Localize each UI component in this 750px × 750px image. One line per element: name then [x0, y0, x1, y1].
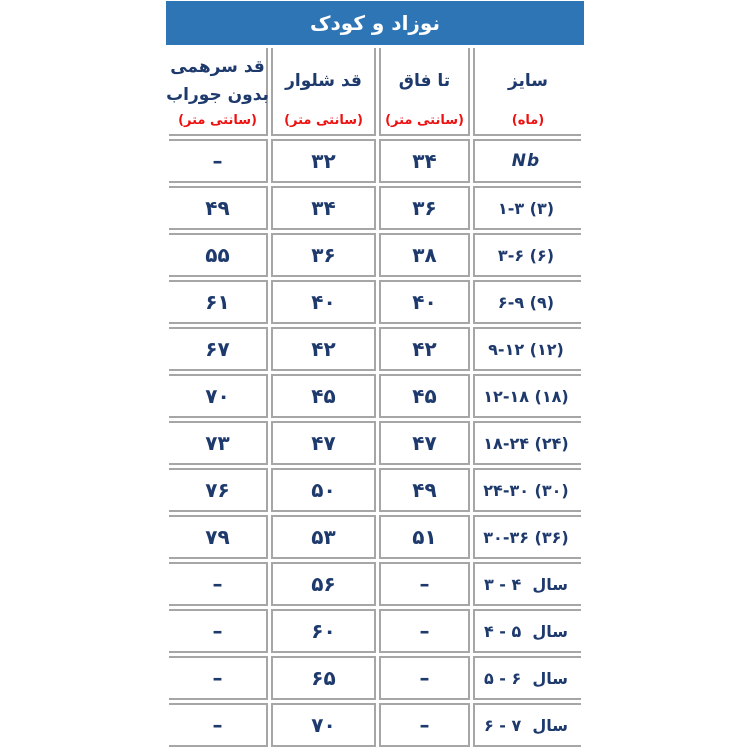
column-header-content [475, 49, 581, 133]
cell-size: ۳-۶ (۶) [473, 233, 581, 277]
cell-romper: ۶۱ [169, 280, 268, 324]
cell-size: ۳ - ۴ سال [473, 562, 581, 606]
column-unit-label: (سانتی متر) [385, 113, 464, 128]
table-row [169, 327, 581, 371]
column-header-content [166, 49, 269, 133]
cell-rise: ۳۸ [379, 233, 470, 277]
table-row [169, 609, 581, 653]
cell-rise: ۵۱ [379, 515, 470, 559]
cell-romper: ۷۶ [169, 468, 268, 512]
table-row [169, 656, 581, 700]
table-row [169, 139, 581, 183]
cell-rise: ۴۹ [379, 468, 470, 512]
cell-size: ۴ - ۵ سال [473, 609, 581, 653]
cell-rise: ۴۰ [379, 280, 470, 324]
cell-size: ۱۲-۱۸ (۱۸) [473, 374, 581, 418]
column-header-romper [166, 48, 269, 136]
column-header-content [381, 49, 468, 133]
cell-pants: ۵۰ [271, 468, 376, 512]
table-row [169, 233, 581, 277]
column-title: قد شلوار [285, 70, 362, 91]
header-row [169, 48, 581, 136]
cell-romper: ۴۹ [169, 186, 268, 230]
cell-rise: ۳۴ [379, 139, 470, 183]
table-row [169, 703, 581, 747]
column-title: سایز [507, 70, 549, 91]
cell-rise: ۴۵ [379, 374, 470, 418]
column-unit-label: (ماه) [511, 113, 545, 128]
cell-size: Nb [473, 139, 581, 183]
cell-pants: ۶۵ [271, 656, 376, 700]
cell-pants: ۵۶ [271, 562, 376, 606]
column-title-group [285, 49, 362, 113]
cell-romper: – [169, 139, 268, 183]
cell-romper: ۷۳ [169, 421, 268, 465]
table-title-banner: نوزاد و کودک [166, 1, 584, 45]
column-title-group [166, 49, 269, 113]
cell-size: ۱-۳ (۳) [473, 186, 581, 230]
cell-pants: ۷۰ [271, 703, 376, 747]
cell-pants: ۳۶ [271, 233, 376, 277]
column-header-content [273, 49, 374, 133]
cell-romper: – [169, 656, 268, 700]
cell-romper: ۵۵ [169, 233, 268, 277]
cell-size: ۱۸-۲۴ (۲۴) [473, 421, 581, 465]
cell-size: ۳۰-۳۶ (۳۶) [473, 515, 581, 559]
cell-romper: ۶۷ [169, 327, 268, 371]
cell-rise: – [379, 562, 470, 606]
cell-rise: – [379, 656, 470, 700]
cell-pants: ۳۴ [271, 186, 376, 230]
size-chart-table [166, 45, 584, 750]
table-row [169, 468, 581, 512]
column-title-group [399, 49, 450, 113]
cell-size: ۶-۹ (۹) [473, 280, 581, 324]
table-row [169, 374, 581, 418]
cell-pants: ۴۰ [271, 280, 376, 324]
cell-pants: ۵۳ [271, 515, 376, 559]
cell-size: ۵ - ۶ سال [473, 656, 581, 700]
table-row [169, 280, 581, 324]
cell-rise: – [379, 703, 470, 747]
cell-pants: ۴۲ [271, 327, 376, 371]
table-row [169, 421, 581, 465]
cell-size: ۶ - ۷ سال [473, 703, 581, 747]
column-header-size [473, 48, 581, 136]
cell-rise: ۴۲ [379, 327, 470, 371]
cell-romper: ۷۹ [169, 515, 268, 559]
cell-pants: ۴۵ [271, 374, 376, 418]
cell-romper: – [169, 562, 268, 606]
cell-pants: ۴۷ [271, 421, 376, 465]
cell-rise: ۴۷ [379, 421, 470, 465]
column-header-rise [379, 48, 470, 136]
table-row [169, 562, 581, 606]
column-header-pants [271, 48, 376, 136]
cell-romper: – [169, 609, 268, 653]
cell-rise: ۳۶ [379, 186, 470, 230]
cell-romper: – [169, 703, 268, 747]
cell-pants: ۳۲ [271, 139, 376, 183]
cell-size: ۹-۱۲ (۱۲) [473, 327, 581, 371]
column-title: قد سرهمی [170, 56, 265, 77]
cell-romper: ۷۰ [169, 374, 268, 418]
table-row [169, 515, 581, 559]
cell-pants: ۶۰ [271, 609, 376, 653]
column-unit-label: (سانتی متر) [284, 113, 363, 128]
column-title-group [508, 49, 548, 113]
column-unit-label: (سانتی متر) [178, 113, 257, 128]
column-title: بدون جوراب [166, 85, 269, 105]
cell-rise: – [379, 609, 470, 653]
table-row [169, 186, 581, 230]
cell-size: ۲۴-۳۰ (۳۰) [473, 468, 581, 512]
column-title: تا فاق [398, 70, 451, 91]
